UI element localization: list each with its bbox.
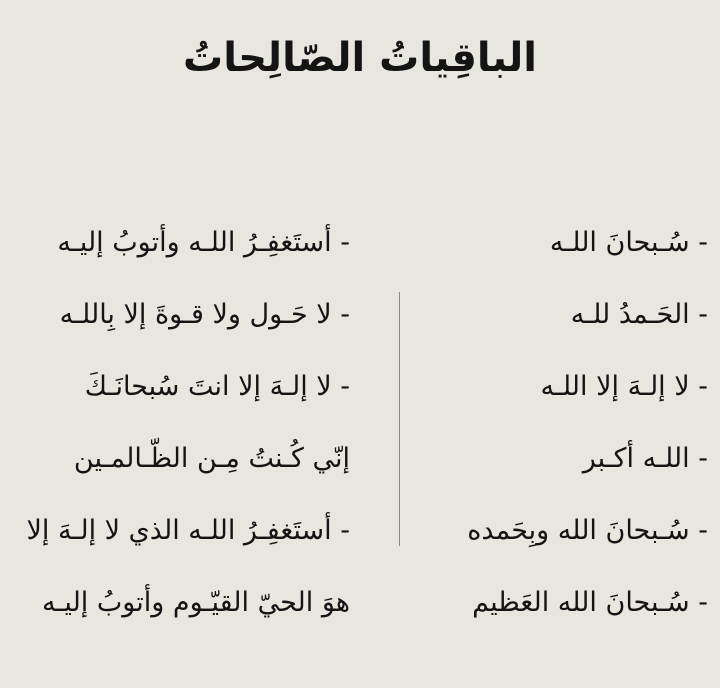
list-item: - سُـبحانَ الله العَظيم: [472, 587, 708, 618]
list-item: - اللـه أكـبر: [582, 443, 708, 474]
list-item: هوَ الحيّ القيّـوم وأتوبُ إليـه: [42, 587, 350, 618]
list-item: إنّي كُـنتُ مِـن الظّـالمـين: [73, 443, 350, 474]
list-item: - لا حَـول ولا قـوةَ إلا بِاللـه: [59, 299, 350, 330]
left-column-list: [5, 216, 350, 648]
list-item: - سُـبحانَ الله وبِحَمده: [467, 515, 708, 546]
right-column-list: [448, 216, 708, 648]
list-item: - لا إلـهَ إلا انتَ سُبحانَـكَ: [84, 371, 350, 402]
list-item: - الحَـمدُ للـه: [570, 299, 708, 330]
list-item: - سُـبحانَ اللـه: [549, 227, 708, 258]
column-divider: [399, 292, 400, 546]
page-title: الباقِياتُ الصّالِحاتُ: [183, 35, 537, 81]
list-item: - أستَغفِـرُ اللـه وأتوبُ إليـه: [57, 227, 350, 258]
list-item: - أستَغفِـرُ اللـه الذي لا إلـهَ إلا: [26, 515, 350, 546]
list-item: - لا إلـهَ إلا اللـه: [540, 371, 708, 402]
